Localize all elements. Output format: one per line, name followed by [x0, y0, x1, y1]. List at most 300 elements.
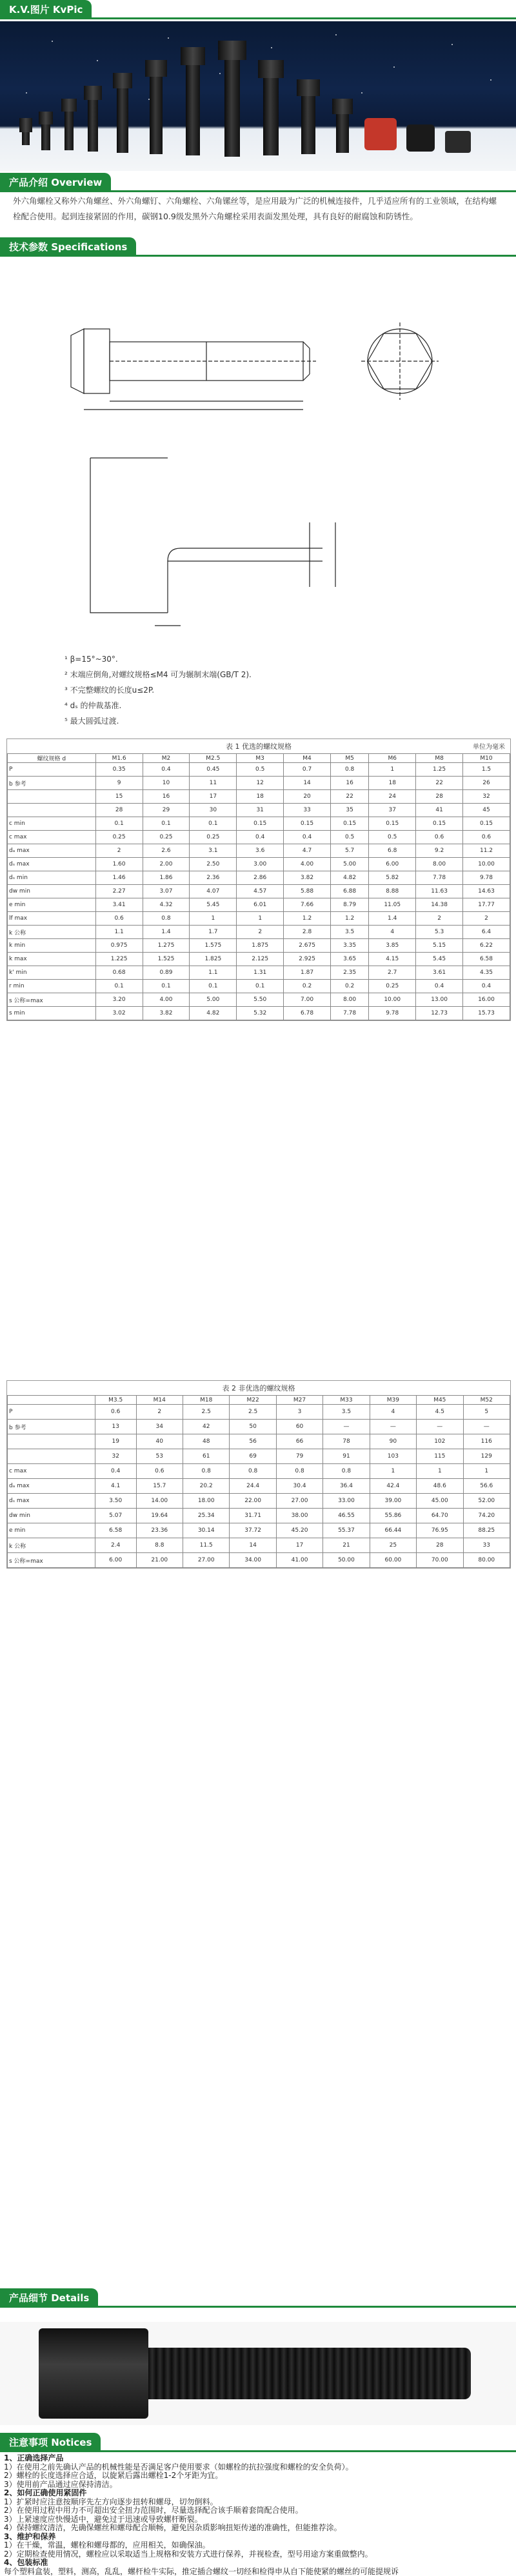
table-cell: 2.8: [284, 926, 331, 939]
table-cell: 88.25: [463, 1523, 510, 1538]
table-row: [8, 1538, 510, 1553]
table-cell: 20: [284, 790, 331, 804]
table-cell: 3.02: [95, 1007, 143, 1020]
table-cell: 64.70: [417, 1509, 463, 1523]
table-cell: 3.61: [416, 966, 463, 980]
row-label: dₐ max: [8, 1479, 95, 1494]
table-cell: 34.00: [230, 1553, 276, 1568]
header-cell: [8, 1396, 95, 1405]
table-cell: 18.00: [183, 1494, 229, 1509]
spec-table-2: [6, 1380, 511, 1569]
table-cell: 45.20: [276, 1523, 322, 1538]
row-label: b 参考: [8, 1420, 95, 1434]
table-cell: 21: [323, 1538, 370, 1553]
row-label: dₛ min: [8, 871, 96, 885]
table-cell: 4: [370, 1405, 416, 1420]
row-label: [8, 1434, 95, 1449]
table-cell: 8.88: [369, 885, 416, 898]
table-row: [8, 844, 510, 858]
row-label: c max: [8, 831, 96, 844]
table-cell: 6.00: [95, 1553, 136, 1568]
table-cell: 1: [237, 912, 284, 926]
table-cell: 52.00: [463, 1494, 510, 1509]
row-label: dw min: [8, 885, 96, 898]
table-cell: 31.71: [230, 1509, 276, 1523]
table-cell: 0.1: [237, 980, 284, 993]
table-cell: 0.1: [190, 817, 237, 831]
divider: [0, 255, 516, 257]
bolt-icon: [145, 60, 167, 77]
row-label: P: [8, 763, 96, 777]
table-cell: 30.4: [276, 1479, 322, 1494]
table-cell: 30.14: [183, 1523, 229, 1538]
table-cell: 6.01: [237, 898, 284, 912]
table-cell: 41.00: [276, 1553, 322, 1568]
table-cell: 78: [323, 1434, 370, 1449]
overview-text: 外六角螺栓又称外六角螺丝、外六角螺钉、六角螺栓、六角镙丝等，是应用最为广泛的机械连接件，几乎适应所有的工业领域，在结构螺栓配合使用。起到连接紧固的作用，碳钢10.9级发黑外六角螺栓采用表面发黑处理，具有良好的耐腐蚀和防锈性。: [13, 193, 503, 224]
data-table: [7, 753, 510, 1020]
table-cell: 0.1: [190, 980, 237, 993]
table-cell: 0.25: [190, 831, 237, 844]
table-cell: 91: [323, 1449, 370, 1464]
table-cell: 1.225: [95, 953, 143, 966]
table-cell: 0.15: [416, 817, 463, 831]
table-cell: —: [417, 1420, 463, 1434]
section-bar-overview: [0, 173, 516, 192]
table-cell: 70.00: [417, 1553, 463, 1568]
note-line: ⁴ dₛ 的仲裁基准.: [64, 698, 252, 713]
bolt-icon: [61, 99, 77, 112]
table-cell: 60: [276, 1420, 322, 1434]
table-cell: 6.58: [95, 1523, 136, 1538]
table-cell: 11: [190, 777, 237, 790]
table-cell: 6.8: [369, 844, 416, 858]
table-cell: 4.7: [284, 844, 331, 858]
table-cell: 9.2: [416, 844, 463, 858]
section-bar-details: [0, 2288, 516, 2308]
table-row: [8, 912, 510, 926]
table-cell: 0.1: [95, 817, 143, 831]
notice-line: 2）螺栓的长度选择应合适，以旋紧后露出螺栓1-2个牙距为宜。: [4, 2472, 513, 2481]
table-cell: 2.4: [95, 1538, 136, 1553]
table-cell: 0.25: [95, 831, 143, 844]
table-cell: 3.5: [330, 926, 368, 939]
table-cell: 0.8: [143, 912, 190, 926]
header-cell: M27: [276, 1396, 322, 1405]
notice-line: 1）扩紧时应注意按顺序先左方向逐步扭转和螺母，切勿倒料。: [4, 2498, 513, 2507]
table-cell: 0.4: [416, 980, 463, 993]
table-cell: 3.5: [323, 1405, 370, 1420]
table-cell: 18: [369, 777, 416, 790]
table-cell: 3.82: [284, 871, 331, 885]
nut-icon: [364, 118, 397, 150]
table-cell: 3.20: [95, 993, 143, 1007]
table-cell: 6.58: [463, 953, 510, 966]
table-cell: 0.5: [237, 763, 284, 777]
table-row: [8, 993, 510, 1007]
table-unit: 单位为毫米: [473, 741, 505, 751]
table-cell: 1.1: [95, 926, 143, 939]
table-cell: 0.8: [330, 763, 368, 777]
table-cell: 37.72: [230, 1523, 276, 1538]
table-cell: 9.78: [463, 871, 510, 885]
divider: [0, 2306, 516, 2308]
table-cell: 5.32: [237, 1007, 284, 1020]
table-cell: 25: [370, 1538, 416, 1553]
note-line: ⁵ 最大圆弧过渡.: [64, 713, 252, 729]
table-caption: 表 1 优选的螺纹规格: [7, 739, 510, 753]
table-cell: 50.00: [323, 1553, 370, 1568]
table-cell: 16: [143, 790, 190, 804]
table-row: [8, 885, 510, 898]
table-cell: 1.825: [190, 953, 237, 966]
table-cell: 12: [237, 777, 284, 790]
header-cell: M45: [417, 1396, 463, 1405]
table-cell: 4.32: [143, 898, 190, 912]
table-cell: 4.00: [143, 993, 190, 1007]
table-cell: 18: [237, 790, 284, 804]
section-bar-specs: [0, 237, 516, 257]
table-cell: 1.275: [143, 939, 190, 953]
table-cell: 1.1: [190, 966, 237, 980]
table-cell: 0.1: [95, 980, 143, 993]
table-cell: 15.7: [136, 1479, 183, 1494]
table-cell: 1.525: [143, 953, 190, 966]
table-cell: 0.7: [284, 763, 331, 777]
table-cell: 5.15: [416, 939, 463, 953]
table-cell: 0.6: [416, 831, 463, 844]
table-cell: 0.15: [369, 817, 416, 831]
header-cell: M3.5: [95, 1396, 136, 1405]
table-cell: 46.55: [323, 1509, 370, 1523]
table-cell: 0.5: [369, 831, 416, 844]
table-cell: 14.63: [463, 885, 510, 898]
table-header-row: [8, 1396, 510, 1405]
table-cell: 80.00: [463, 1553, 510, 1568]
table-row: [8, 1007, 510, 1020]
table-cell: 0.4: [95, 1464, 136, 1479]
table-cell: 6.88: [330, 885, 368, 898]
table-cell: 0.975: [95, 939, 143, 953]
table-cell: 0.6: [463, 831, 510, 844]
table-cell: 2.6: [143, 844, 190, 858]
header-cell: M2.5: [190, 754, 237, 763]
table-cell: 3.65: [330, 953, 368, 966]
table-cell: 29: [143, 804, 190, 817]
table-row: [8, 953, 510, 966]
table-cell: 32: [463, 790, 510, 804]
table-cell: 1.2: [284, 912, 331, 926]
row-label: k max: [8, 953, 96, 966]
table-cell: 2.00: [143, 858, 190, 871]
table-cell: 9: [95, 777, 143, 790]
row-label: c min: [8, 817, 96, 831]
table-cell: 2.5: [183, 1405, 229, 1420]
table-cell: 0.4: [284, 831, 331, 844]
note-line: ¹ β=15°~30°.: [64, 651, 252, 667]
table-cell: 17: [190, 790, 237, 804]
row-label: dw min: [8, 1509, 95, 1523]
table-cell: 0.6: [136, 1464, 183, 1479]
table-cell: 1: [190, 912, 237, 926]
table-cell: 33.00: [323, 1494, 370, 1509]
table-cell: 22: [330, 790, 368, 804]
table-cell: 69: [230, 1449, 276, 1464]
table-row: [8, 926, 510, 939]
table-cell: 15.73: [463, 1007, 510, 1020]
table-cell: 3.00: [237, 858, 284, 871]
row-label: s 公称=max: [8, 1553, 95, 1568]
table-cell: 33: [463, 1538, 510, 1553]
section-title: K.V.图片 KvPic: [0, 0, 92, 19]
notice-line: 1、正确选择产品: [4, 2454, 513, 2463]
table-row: [8, 777, 510, 790]
table-cell: 1.575: [190, 939, 237, 953]
divider: [0, 2450, 516, 2452]
note-line: ³ 不完整螺纹的长度u≤2P.: [64, 682, 252, 698]
table-cell: 0.1: [143, 817, 190, 831]
table-cell: 8.8: [136, 1538, 183, 1553]
table-cell: 5.07: [95, 1509, 136, 1523]
table-cell: 1.4: [143, 926, 190, 939]
section-bar-notices: [0, 2433, 516, 2452]
table-cell: 30: [190, 804, 237, 817]
table-cell: 61: [183, 1449, 229, 1464]
note-line: ² 末端应倒角,对螺纹规格≤M4 可为辗制末端(GB/T 2).: [64, 667, 252, 682]
table-cell: 2.675: [284, 939, 331, 953]
table-cell: 0.8: [230, 1464, 276, 1479]
table-cell: 9.78: [369, 1007, 416, 1020]
table-cell: 1.7: [190, 926, 237, 939]
table-cell: 4.00: [284, 858, 331, 871]
table-cell: 102: [417, 1434, 463, 1449]
table-cell: 12.73: [416, 1007, 463, 1020]
row-label: [8, 790, 96, 804]
table-cell: 4.57: [237, 885, 284, 898]
table-cell: 1.2: [330, 912, 368, 926]
table-cell: 1.31: [237, 966, 284, 980]
table-cell: 11.63: [416, 885, 463, 898]
table-cell: 5.82: [369, 871, 416, 885]
divider: [0, 190, 516, 192]
table-cell: 0.89: [143, 966, 190, 980]
notice-line: 4、包装标准: [4, 2559, 513, 2568]
table-cell: 14: [284, 777, 331, 790]
table-cell: 1.46: [95, 871, 143, 885]
row-label: lf max: [8, 912, 96, 926]
table-row: [8, 1553, 510, 1568]
table-cell: 2: [416, 912, 463, 926]
table-cell: 0.35: [95, 763, 143, 777]
section-title: 产品细节 Details: [0, 2288, 98, 2308]
table-cell: 8.79: [330, 898, 368, 912]
notice-line: 2）定期检查使用情况，螺栓应以采取适当上规格和安装方式进行保养，并视检查，型号用途方案重做整内。: [4, 2550, 513, 2559]
table-cell: 2: [95, 844, 143, 858]
header-cell: M10: [463, 754, 510, 763]
table-row: [8, 804, 510, 817]
table-cell: 27.00: [183, 1553, 229, 1568]
table-cell: 40: [136, 1434, 183, 1449]
table-cell: 1: [417, 1464, 463, 1479]
notice-line: 3）使用前产品通过应保持清洁。: [4, 2481, 513, 2490]
data-table: [7, 1395, 510, 1568]
table-cell: 1.25: [416, 763, 463, 777]
notice-list: [4, 2454, 513, 2576]
divider: [0, 17, 516, 19]
table-cell: 20.2: [183, 1479, 229, 1494]
table-cell: 3.85: [369, 939, 416, 953]
header-cell: 螺纹规格 d: [8, 754, 96, 763]
table-cell: 0.8: [276, 1464, 322, 1479]
table-cell: 2.35: [330, 966, 368, 980]
notice-line: 1）在干燥，常温，螺栓和螺母都的，应用相关，如确保油。: [4, 2541, 513, 2550]
row-label: k 公称: [8, 1538, 95, 1553]
table-cell: 66.44: [370, 1523, 416, 1538]
table-cell: —: [463, 1420, 510, 1434]
drawing-notes: [64, 651, 252, 729]
spec-table-1: [6, 738, 511, 1021]
table-cell: 22.00: [230, 1494, 276, 1509]
table-row: [8, 966, 510, 980]
table-cell: 24: [369, 790, 416, 804]
table-cell: 2: [463, 912, 510, 926]
table-cell: 19.64: [136, 1509, 183, 1523]
table-cell: 13: [95, 1420, 136, 1434]
table-cell: 1.60: [95, 858, 143, 871]
table-cell: 60.00: [370, 1553, 416, 1568]
table-row: [8, 1464, 510, 1479]
table-cell: 66: [276, 1434, 322, 1449]
header-cell: M18: [183, 1396, 229, 1405]
table-cell: 5.45: [190, 898, 237, 912]
header-cell: M4: [284, 754, 331, 763]
table-cell: 3.35: [330, 939, 368, 953]
notice-line: 2）在使用过程中用力不可超出安全扭力范围时，尽量选择配合该手顺着套筒配合使用。: [4, 2506, 513, 2515]
header-cell: M33: [323, 1396, 370, 1405]
table-cell: 0.45: [190, 763, 237, 777]
table-cell: 42.4: [370, 1479, 416, 1494]
row-label: e min: [8, 1523, 95, 1538]
row-label: dₐ max: [8, 844, 96, 858]
table-cell: 90: [370, 1434, 416, 1449]
table-cell: 17.77: [463, 898, 510, 912]
table-cell: 11.05: [369, 898, 416, 912]
table-cell: 0.15: [284, 817, 331, 831]
table-cell: 26: [463, 777, 510, 790]
table-cell: 56: [230, 1434, 276, 1449]
table-cell: 7.66: [284, 898, 331, 912]
table-cell: 34: [136, 1420, 183, 1434]
table-cell: 0.25: [143, 831, 190, 844]
header-cell: M52: [463, 1396, 510, 1405]
table-cell: 32: [95, 1449, 136, 1464]
table-cell: 0.4: [237, 831, 284, 844]
table-cell: 2.86: [237, 871, 284, 885]
table-row: [8, 939, 510, 953]
table-cell: 0.5: [330, 831, 368, 844]
table-cell: 4.35: [463, 966, 510, 980]
header-cell: M14: [136, 1396, 183, 1405]
table-cell: 2.36: [190, 871, 237, 885]
table-cell: 2.50: [190, 858, 237, 871]
table-cell: 11.5: [183, 1538, 229, 1553]
table-cell: 5: [463, 1405, 510, 1420]
bolt-icon: [218, 41, 246, 60]
table-cell: 2.27: [95, 885, 143, 898]
table-cell: 74.20: [463, 1509, 510, 1523]
table-cell: 1.875: [237, 939, 284, 953]
table-cell: 16.00: [463, 993, 510, 1007]
bolt-drawing-detail: [39, 432, 477, 645]
table-cell: 41: [416, 804, 463, 817]
header-cell: M3: [237, 754, 284, 763]
table-cell: 5.00: [330, 858, 368, 871]
bolt-icon: [84, 86, 102, 100]
table-cell: 0.2: [284, 980, 331, 993]
table-cell: 3.50: [95, 1494, 136, 1509]
row-label: k 公称: [8, 926, 96, 939]
header-cell: M2: [143, 754, 190, 763]
table-cell: 6.4: [463, 926, 510, 939]
table-cell: 5.50: [237, 993, 284, 1007]
table-row: [8, 858, 510, 871]
row-label: [8, 1449, 95, 1464]
table-row: [8, 1494, 510, 1509]
table-row: [8, 871, 510, 885]
table-cell: 55.86: [370, 1509, 416, 1523]
bolt-icon: [258, 60, 284, 78]
table-cell: 0.4: [463, 980, 510, 993]
table-cell: 45.00: [417, 1494, 463, 1509]
table-cell: 5.3: [416, 926, 463, 939]
notice-line: 2、如何正确使用紧固件: [4, 2489, 513, 2498]
table-cell: 3.41: [95, 898, 143, 912]
table-cell: 2.125: [237, 953, 284, 966]
table-cell: 0.8: [323, 1464, 370, 1479]
section-bar-pic: [0, 0, 516, 19]
table-cell: 3.1: [190, 844, 237, 858]
bolt-icon: [39, 112, 53, 124]
table-cell: 0.2: [330, 980, 368, 993]
table-cell: 76.95: [417, 1523, 463, 1538]
table-cell: 8.00: [330, 993, 368, 1007]
table-cell: 1.86: [143, 871, 190, 885]
table-cell: 7.78: [416, 871, 463, 885]
table-cell: 11.2: [463, 844, 510, 858]
table-row: [8, 790, 510, 804]
table-cell: 39.00: [370, 1494, 416, 1509]
table-cell: 17: [276, 1538, 322, 1553]
table-cell: 24.4: [230, 1479, 276, 1494]
table-cell: 0.6: [95, 1405, 136, 1420]
table-cell: 129: [463, 1449, 510, 1464]
table-cell: 2: [136, 1405, 183, 1420]
table-header-row: [8, 754, 510, 763]
table-cell: 5.00: [190, 993, 237, 1007]
table-cell: 28: [416, 790, 463, 804]
table-row: [8, 1509, 510, 1523]
table-cell: 6.00: [369, 858, 416, 871]
table-row: [8, 1434, 510, 1449]
table-cell: 1: [370, 1464, 416, 1479]
header-cell: M5: [330, 754, 368, 763]
table-cell: 0.6: [95, 912, 143, 926]
table-cell: 0.8: [183, 1464, 229, 1479]
table-cell: 4.82: [330, 871, 368, 885]
table-row: [8, 1523, 510, 1538]
table-cell: 2.925: [284, 953, 331, 966]
table-cell: 3.82: [143, 1007, 190, 1020]
